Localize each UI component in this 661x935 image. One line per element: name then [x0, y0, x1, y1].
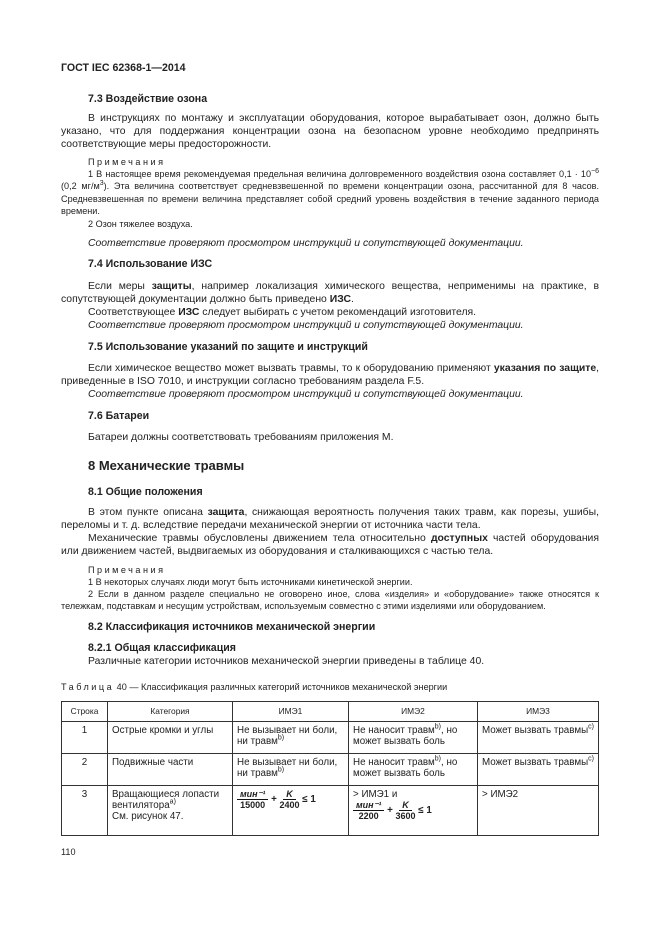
section-8-title: 8 Механические травмы: [88, 458, 245, 473]
ime1-cell: Не вызывает ни боли, ни травм$^{b)}$: [233, 722, 349, 754]
formula: $\frac{\text{мин⁻¹}}{2200}$ + $\frac{K}{3600}$ ≤ 1: [353, 805, 432, 816]
ime2-cell: Не наносит травм$^{b)}$, но может вызвать боль: [349, 722, 478, 754]
section-7-3-para: В инструкциях по монтажу и эксплуатации оборудования, которое вырабатывает озон, должно быть указано, что для поддержания концентрации озона на безопасном уровне необходимо предпринять соответствующие меры предосторожности.: [61, 113, 599, 150]
formula: $\frac{\text{мин⁻¹}}{15000}$ + $\frac{K}{2400}$ ≤ 1: [237, 794, 316, 805]
table-row: [62, 722, 599, 754]
note-1: 1 В настоящее время рекомендуемая предельная величина долговременного воздействия озона составляет $0,1 \cdot 10^{-6}$ (0,2 $мг/м^3$). Эта величина соответствует средневзвешенной по времени концентрации озона, рассчитанной для 8 часов. Средневзвешенная по времени величина представляет собой средний уровень воздействия в течение заданного периода времени.: [61, 167, 600, 217]
document-header: ГОСТ IEC 62368-1—2014: [61, 62, 186, 74]
section-8-2-1-title: 8.2.1 Общая классификация: [88, 642, 236, 654]
table-row: [62, 754, 599, 786]
column-header: Категория: [108, 702, 233, 722]
compliance-text: Соответствие проверяют просмотром инструкций и сопутствующей документации.: [88, 320, 524, 331]
section-8-1-para1: В этом пункте описана защита, снижающая вероятность получения таких травм, как порезы, ушибы, переломы и т. д. вследствие передачи механической энергии от источника части тела.: [61, 507, 599, 531]
row-number: 1: [62, 722, 108, 754]
column-header: ИМЭ1: [233, 702, 349, 722]
section-8-1-title: 8.1 Общие положения: [88, 486, 203, 498]
section-7-3-title: 7.3 Воздействие озона: [88, 93, 208, 105]
table-row: [62, 786, 599, 836]
ime3-cell: > ИМЭ2: [478, 786, 599, 836]
page-number: 110: [61, 847, 76, 857]
section-7-6-para: Батареи должны соответствовать требованиям приложения M.: [88, 432, 394, 443]
notes-label: Примечания: [88, 157, 166, 167]
column-header: Строка: [62, 702, 108, 722]
ime1-cell: Не вызывает ни боли, ни травм$^{b)}$: [233, 754, 349, 786]
note-2: 2 Если в данном разделе специально не оговорено иное, слова «изделия» и «оборудование» также относятся к тележкам, подставкам и несущим устройствам, используемым совместно с этими изделиями или оборудованием.: [61, 589, 599, 612]
ime1-cell: [233, 786, 349, 836]
ime3-cell: Может вызвать травмы$^{c)}$: [478, 722, 599, 754]
category-cell: Вращающиеся лопасти вентилятора$^{a)}$ См. рисунок 47.: [108, 786, 233, 836]
section-7-5-para: Если химическое вещество может вызвать травмы, то к оборудованию применяют указания по защите, приведенные в ISO 7010, и инструкции согласно требованиям раздела F.5.: [61, 363, 599, 387]
section-7-5-title: 7.5 Использование указаний по защите и инструкций: [88, 341, 368, 353]
classification-table: [61, 701, 599, 836]
compliance-text: Соответствие проверяют просмотром инструкций и сопутствующей документации.: [88, 389, 524, 400]
section-7-6-title: 7.6 Батареи: [88, 410, 150, 422]
section-8-2-1-para: Различные категории источников механической энергии приведены в таблице 40.: [88, 656, 485, 667]
category-cell: Острые кромки и углы: [108, 722, 233, 754]
section-7-4-para: Если меры защиты, например локализация химического вещества, неприменимы на практике, в сопутствующей документации должно быть приведено ИЗС.: [61, 281, 599, 305]
column-header: ИМЭ2: [349, 702, 478, 722]
section-7-4-title: 7.4 Использование ИЗС: [88, 258, 213, 270]
table-header-row: [62, 702, 599, 722]
ime2-cell: > ИМЭ1 и $\frac{\text{мин⁻¹}}{2200}$ + $\frac{K}{3600}$ ≤ 1: [349, 786, 478, 836]
row-number: 2: [62, 754, 108, 786]
ime3-cell: Может вызвать травмы$^{c)}$: [478, 754, 599, 786]
compliance-text: Соответствие проверяют просмотром инструкций и сопутствующей документации.: [88, 238, 524, 249]
section-8-1-para2: Механические травмы обусловлены движением тела относительно доступных частей оборудования или движением частей, выдвигаемых из оборудования и сталкивающихся с частью тела.: [61, 533, 599, 557]
note-2: 2 Озон тяжелее воздуха.: [88, 219, 193, 229]
section-8-2-title: 8.2 Классификация источников механической энергии: [88, 621, 376, 633]
table-caption: Таблица 40 — Классификация различных категорий источников механической энергии: [61, 682, 448, 692]
notes-label: Примечания: [88, 565, 166, 575]
section-7-4-para2: Соответствующее ИЗС следует выбирать с учетом рекомендаций изготовителя.: [88, 307, 477, 318]
category-cell: Подвижные части: [108, 754, 233, 786]
row-number: 3: [62, 786, 108, 836]
ime2-cell: Не наносит травм$^{b)}$, но может вызвать боль: [349, 754, 478, 786]
note-1: 1 В некоторых случаях люди могут быть источниками кинетической энергии.: [88, 577, 413, 587]
column-header: ИМЭ3: [478, 702, 599, 722]
